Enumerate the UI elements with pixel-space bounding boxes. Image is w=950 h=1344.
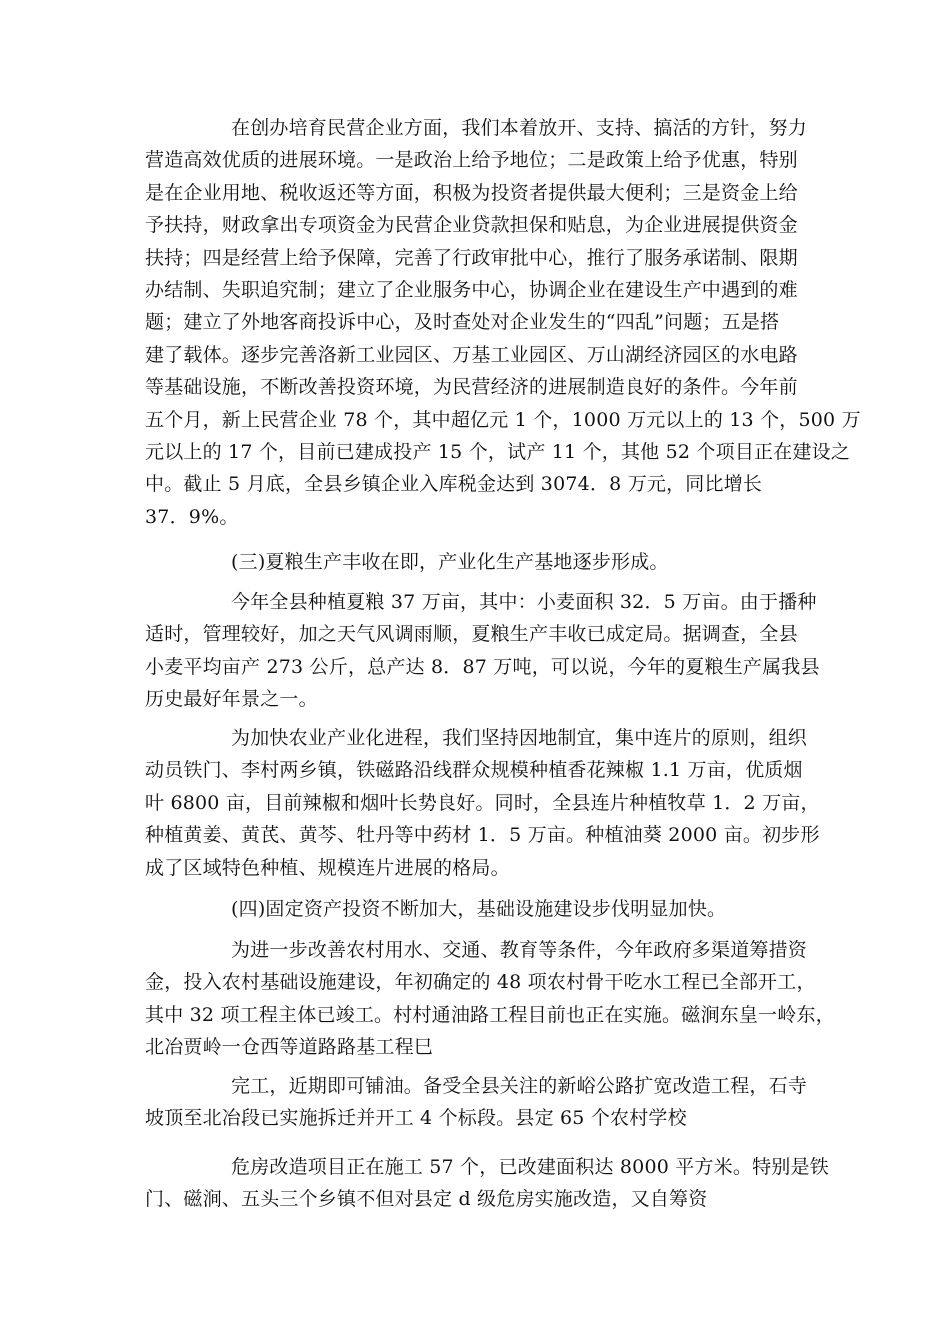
text-line: 门、磁涧、五头三个乡镇不但对县定 d 级危房实施改造，又自筹资: [145, 1188, 708, 1211]
text-line: 完工，近期即可铺油。备受全县关注的新峪公路扩宽改造工程，石寺: [231, 1075, 808, 1097]
text-line: 为加快农业产业化进程，我们坚持因地制宜，集中连片的原则，组织: [231, 727, 808, 749]
text-line: 今年全县种植夏粮 37 万亩，其中：小麦面积 32．5 万亩。由于播种: [231, 591, 817, 613]
text-line: 叶 6800 亩，目前辣椒和烟叶长势良好。同时，全县连片种植牧草 1．2 万亩，: [145, 791, 820, 814]
text-line: 五个月，新上民营企业 78 个，其中超亿元 1 个，1000 万元以上的 13 个，500 万: [145, 408, 861, 431]
text-line: 历史最好年景之一。: [145, 688, 318, 711]
paragraph-summer-grain: [145, 586, 820, 716]
text-line: 等基础设施，不断改善投资环境，为民营经济的进展制造良好的条件。今年前: [145, 376, 798, 399]
text-line: 题；建立了外地客商投诉中心，及时查处对企业发生的“四乱”问题；五是搭: [145, 311, 780, 334]
text-line: 办结制、失职追究制；建立了企业服务中心，协调企业在建设生产中遇到的难: [145, 278, 798, 301]
text-line: 扶持；四是经营上给予保障，完善了行政审批中心，推行了服务承诺制、限期: [145, 246, 798, 269]
paragraph-private-enterprise: [145, 112, 861, 533]
text-line: 小麦平均亩产 273 公斤，总产达 8．87 万吨，可以说，今年的夏粮生产属我县: [145, 655, 820, 678]
text-line: 坡顶至北冶段已实施拆迁并开工 4 个标段。县定 65 个农村学校: [145, 1107, 687, 1130]
section-heading-fixed-assets: [145, 893, 810, 925]
section-heading: (四)固定资产投资不断加大，基础设施建设步伐明显加快。: [231, 898, 727, 920]
text-line: 37．9%。: [145, 505, 239, 528]
text-line: 成了区域特色种植、规模连片进展的格局。: [145, 856, 510, 879]
text-line: 种植黄姜、黄芪、黄芩、牡丹等中药材 1．5 万亩。种植油葵 2000 亩。初步形: [145, 824, 820, 847]
text-line: 动员铁门、李村两乡镇，铁磁路沿线群众规模种植香花辣椒 1.1 万亩，优质烟: [145, 759, 803, 782]
paragraph-school-renovation: [145, 1151, 829, 1216]
text-line: 其中 32 项工程主体已竣工。村村通油路工程目前也正在实施。磁涧东皇一岭东，: [145, 1003, 835, 1026]
text-line: 为进一步改善农村用水、交通、教育等条件，今年政府多渠道筹措资: [231, 939, 808, 961]
section-heading-summer-grain: [145, 546, 810, 578]
paragraph-road-works: [145, 1070, 810, 1135]
text-line: 金，投入农村基础设施建设，年初确定的 48 项农村骨干吃水工程已全部开工，: [145, 971, 816, 994]
text-line: 建了载体。逐步完善洛新工业园区、万基工业园区、万山湖经济园区的水电路: [145, 343, 798, 366]
section-heading: (三)夏粮生产丰收在即，产业化生产基地逐步形成。: [231, 551, 669, 573]
text-line: 适时，管理较好，加之天气风调雨顺，夏粮生产丰收已成定局。据调查，全县: [145, 623, 798, 646]
text-line: 中。截止 5 月底，全县乡镇企业入库税金达到 3074．8 万元，同比增长: [145, 473, 763, 496]
text-line: 北冶贾岭一仓西等道路路基工程巳: [145, 1036, 434, 1059]
text-line: 危房改造项目正在施工 57 个，已改建面积达 8000 平方米。特别是铁: [231, 1156, 829, 1178]
paragraph-infrastructure: [145, 934, 835, 1064]
paragraph-agri-industrialization: [145, 722, 820, 884]
text-line: 元以上的 17 个，目前已建成投产 15 个，试产 11 个，其他 52 个项目正在建设之: [145, 440, 851, 463]
text-line: 是在企业用地、税收返还等方面，积极为投资者提供最大便利；三是资金上给: [145, 181, 798, 204]
text-line: 予扶持，财政拿出专项资金为民营企业贷款担保和贴息，为企业进展提供资金: [145, 214, 798, 237]
text-line: 营造高效优质的进展环境。一是政治上给予地位；二是政策上给予优惠，特别: [145, 149, 798, 172]
text-line: 在创办培育民营企业方面，我们本着放开、支持、搞活的方针，努力: [231, 117, 808, 139]
